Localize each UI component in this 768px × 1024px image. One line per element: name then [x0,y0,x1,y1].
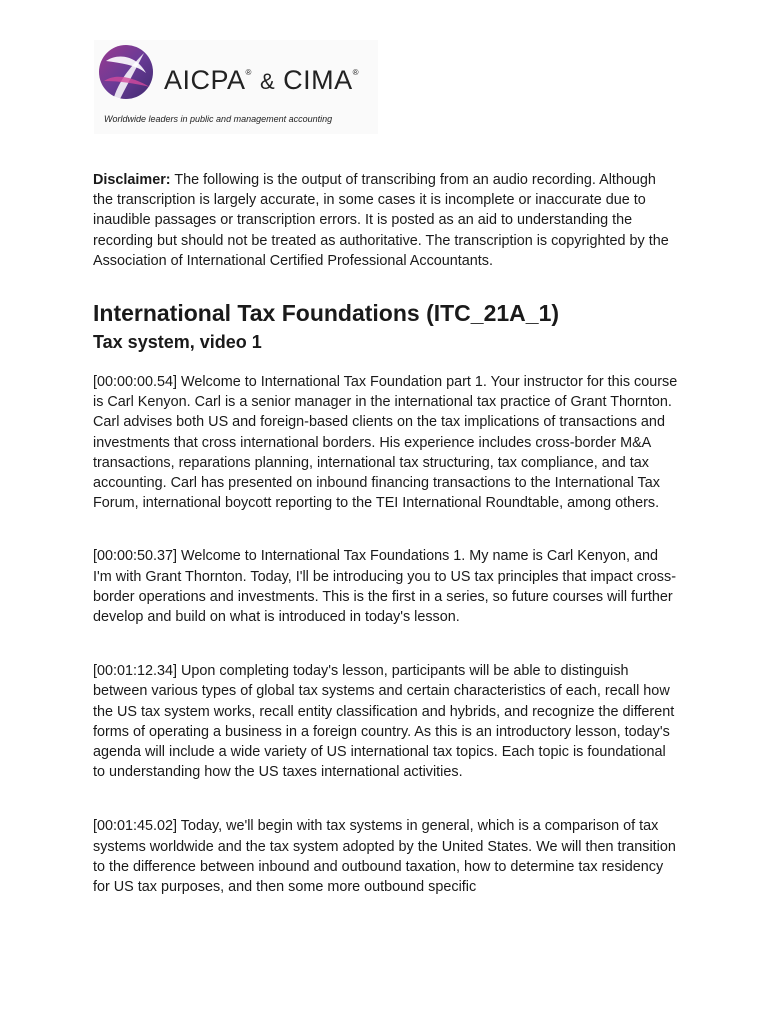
transcript-paragraph: [00:00:00.54] Welcome to International Tax Foundation part 1. Your instructor for this course is Carl Kenyon. Carl is a senior manager in the international tax practice of Grant Thornton. Carl advises both US and foreign-based clients on the tax implications of transactions and investments that cross international borders. His experience includes cross-border M&A transactions, reparations planning, international tax structuring, tax compliance, and tax accounting. Carl has presented on inbound financing transactions to the International Tax Forum, international boycott reporting to the TEI International Roundtable, among others. [93,374,678,512]
document-subtitle: Tax system, video 1 [93,332,262,353]
disclaimer-label: Disclaimer: [93,172,171,188]
brand-name: AICPA® & CIMA® [164,65,360,95]
transcript-paragraph: [00:01:12.34] Upon completing today's lesson, participants will be able to distinguish between various types of global tax systems and certain characteristics of each, recall how the US tax system works, recall entity classification and hybrids, and recognize the different forms of operating a business in a foreign country. As this is an introductory lesson, today's agenda will include a wide variety of US international tax topics. Each topic is foundational to understanding how the US taxes international activities. [93,663,675,781]
document-title: International Tax Foundations (ITC_21A_1) [93,300,560,327]
disclaimer [93,170,678,271]
tagline: Worldwide leaders in public and management accounting [104,114,333,124]
logo [94,40,378,134]
transcript-paragraph: [00:00:50.37] Welcome to International Tax Foundations 1. My name is Carl Kenyon, and I'm with Grant Thornton. Today, I'll be introducing you to US tax principles that impact cross-border operations and investments. This is the first in a series, so future courses will further develop and build on what is introduced in today's lesson. [93,548,676,626]
document-body [93,170,678,897]
transcript-paragraph: [00:01:45.02] Today, we'll begin with tax systems in general, which is a comparison of tax systems worldwide and the tax system adopted by the United States. We will then transition to the difference between inbound and outbound taxation, how to determine tax residency for US tax purposes, and then some more outbound specific [93,818,676,896]
globe-logo-icon [96,43,156,101]
disclaimer-text: The following is the output of transcribing from an audio recording. Although the transcription is largely accurate, in some cases it is incomplete or inaccurate due to inaudible passages or transcription errors. It is posted as an aid to understanding the recording but should not be treated as authoritative. The transcription is copyrighted by the Association of International Certified Professional Accountants. [93,172,669,269]
